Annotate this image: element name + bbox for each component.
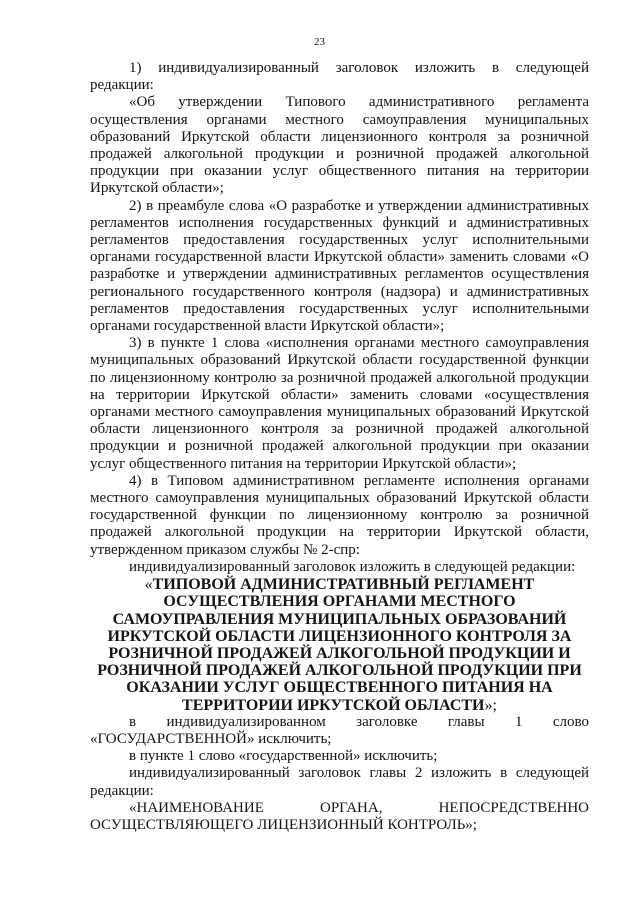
page-number: 23 [314, 36, 325, 48]
paragraph-3: 2) в преамбуле слова «О разработке и утверждении административных регламентов исполнения государственных функций и административных регламентов предоставления государственных услуг исполнительными органами государственной власти Иркутской области» заменить словами «О разработке и утверждении административных регламентов осуществления регионального государственного контроля (надзора) и административных регламентов предоставления государственных услуг исполнительными органами государственной власти Иркутской области»; [90, 197, 589, 335]
paragraph-5: 4) в Типовом административном регламенте исполнения органами местного самоуправления муниципальных образований Иркутской области государственной функции по лицензионному контролю за розничной продажей алкогольной продукции на территории Иркутской области, утвержденном приказом службы № 2-спр: [90, 472, 589, 558]
paragraph-10: «НАИМЕНОВАНИЕ ОРГАНА, НЕПОСРЕДСТВЕННО ОСУЩЕСТВЛЯЮЩЕГО ЛИЦЕНЗИОННЫЙ КОНТРОЛЬ»; [90, 799, 589, 833]
paragraph-8: в пункте 1 слово «государственной» исключить; [129, 748, 438, 765]
paragraph-2: «Об утверждении Типового административного регламента осуществления органами местного самоуправления муниципальных образований Иркутской области лицензионного контроля за розничной продажей алкогольной продукции и розничной продажей алкогольной продукции при оказании услуг общественного питания на территории Иркутской области»; [90, 94, 589, 197]
paragraph-9: индивидуализированный заголовок главы 2 изложить в следующей редакции: [90, 765, 589, 799]
title-open-quote: « [144, 576, 153, 594]
title-close-quote: »; [484, 696, 497, 714]
paragraph-7: в индивидуализированном заголовке главы 1 слово «ГОСУДАРСТВЕННОЙ» исключить; [90, 713, 589, 747]
regulation-title [90, 576, 589, 714]
paragraph-6: индивидуализированный заголовок изложить в следующей редакции: [129, 558, 576, 575]
title-text: ТИПОВОЙ АДМИНИСТРАТИВНЫЙ РЕГЛАМЕНТ ОСУЩЕСТВЛЕНИЯ ОРГАНАМИ МЕСТНОГО САМОУПРАВЛЕНИЯ МУНИЦИПАЛЬНЫХ ОБРАЗОВАНИЙ ИРКУТСКОЙ ОБЛАСТИ ЛИЦЕНЗИОННОГО КОНТРОЛЯ ЗА РОЗНИЧНОЙ ПРОДАЖЕЙ АЛКОГОЛЬНОЙ ПРОДУКЦИИ И РОЗНИЧНОЙ ПРОДАЖЕЙ АЛКОГОЛЬНОЙ ПРОДУКЦИИ ПРИ ОКАЗАНИИ УСЛУГ ОБЩЕСТВЕННОГО ПИТАНИЯ НА ТЕРРИТОРИИ ИРКУТСКОЙ ОБЛАСТИ [97, 576, 582, 714]
document-body [90, 60, 589, 834]
paragraph-1: 1) индивидуализированный заголовок изложить в следующей редакции: [90, 60, 589, 94]
paragraph-4: 3) в пункте 1 слова «исполнения органами местного самоуправления муниципальных образований Иркутской области государственной функции по лицензионному контролю за розничной продажей алкогольной продукции на территории Иркутской области» заменить словами «осуществления органами местного самоуправления муниципальных образований Иркутской области лицензионного контроля за розничной продажей алкогольной продукции и розничной продажей алкогольной продукции при оказании услуг общественного питания на территории Иркутской области»; [90, 335, 589, 472]
